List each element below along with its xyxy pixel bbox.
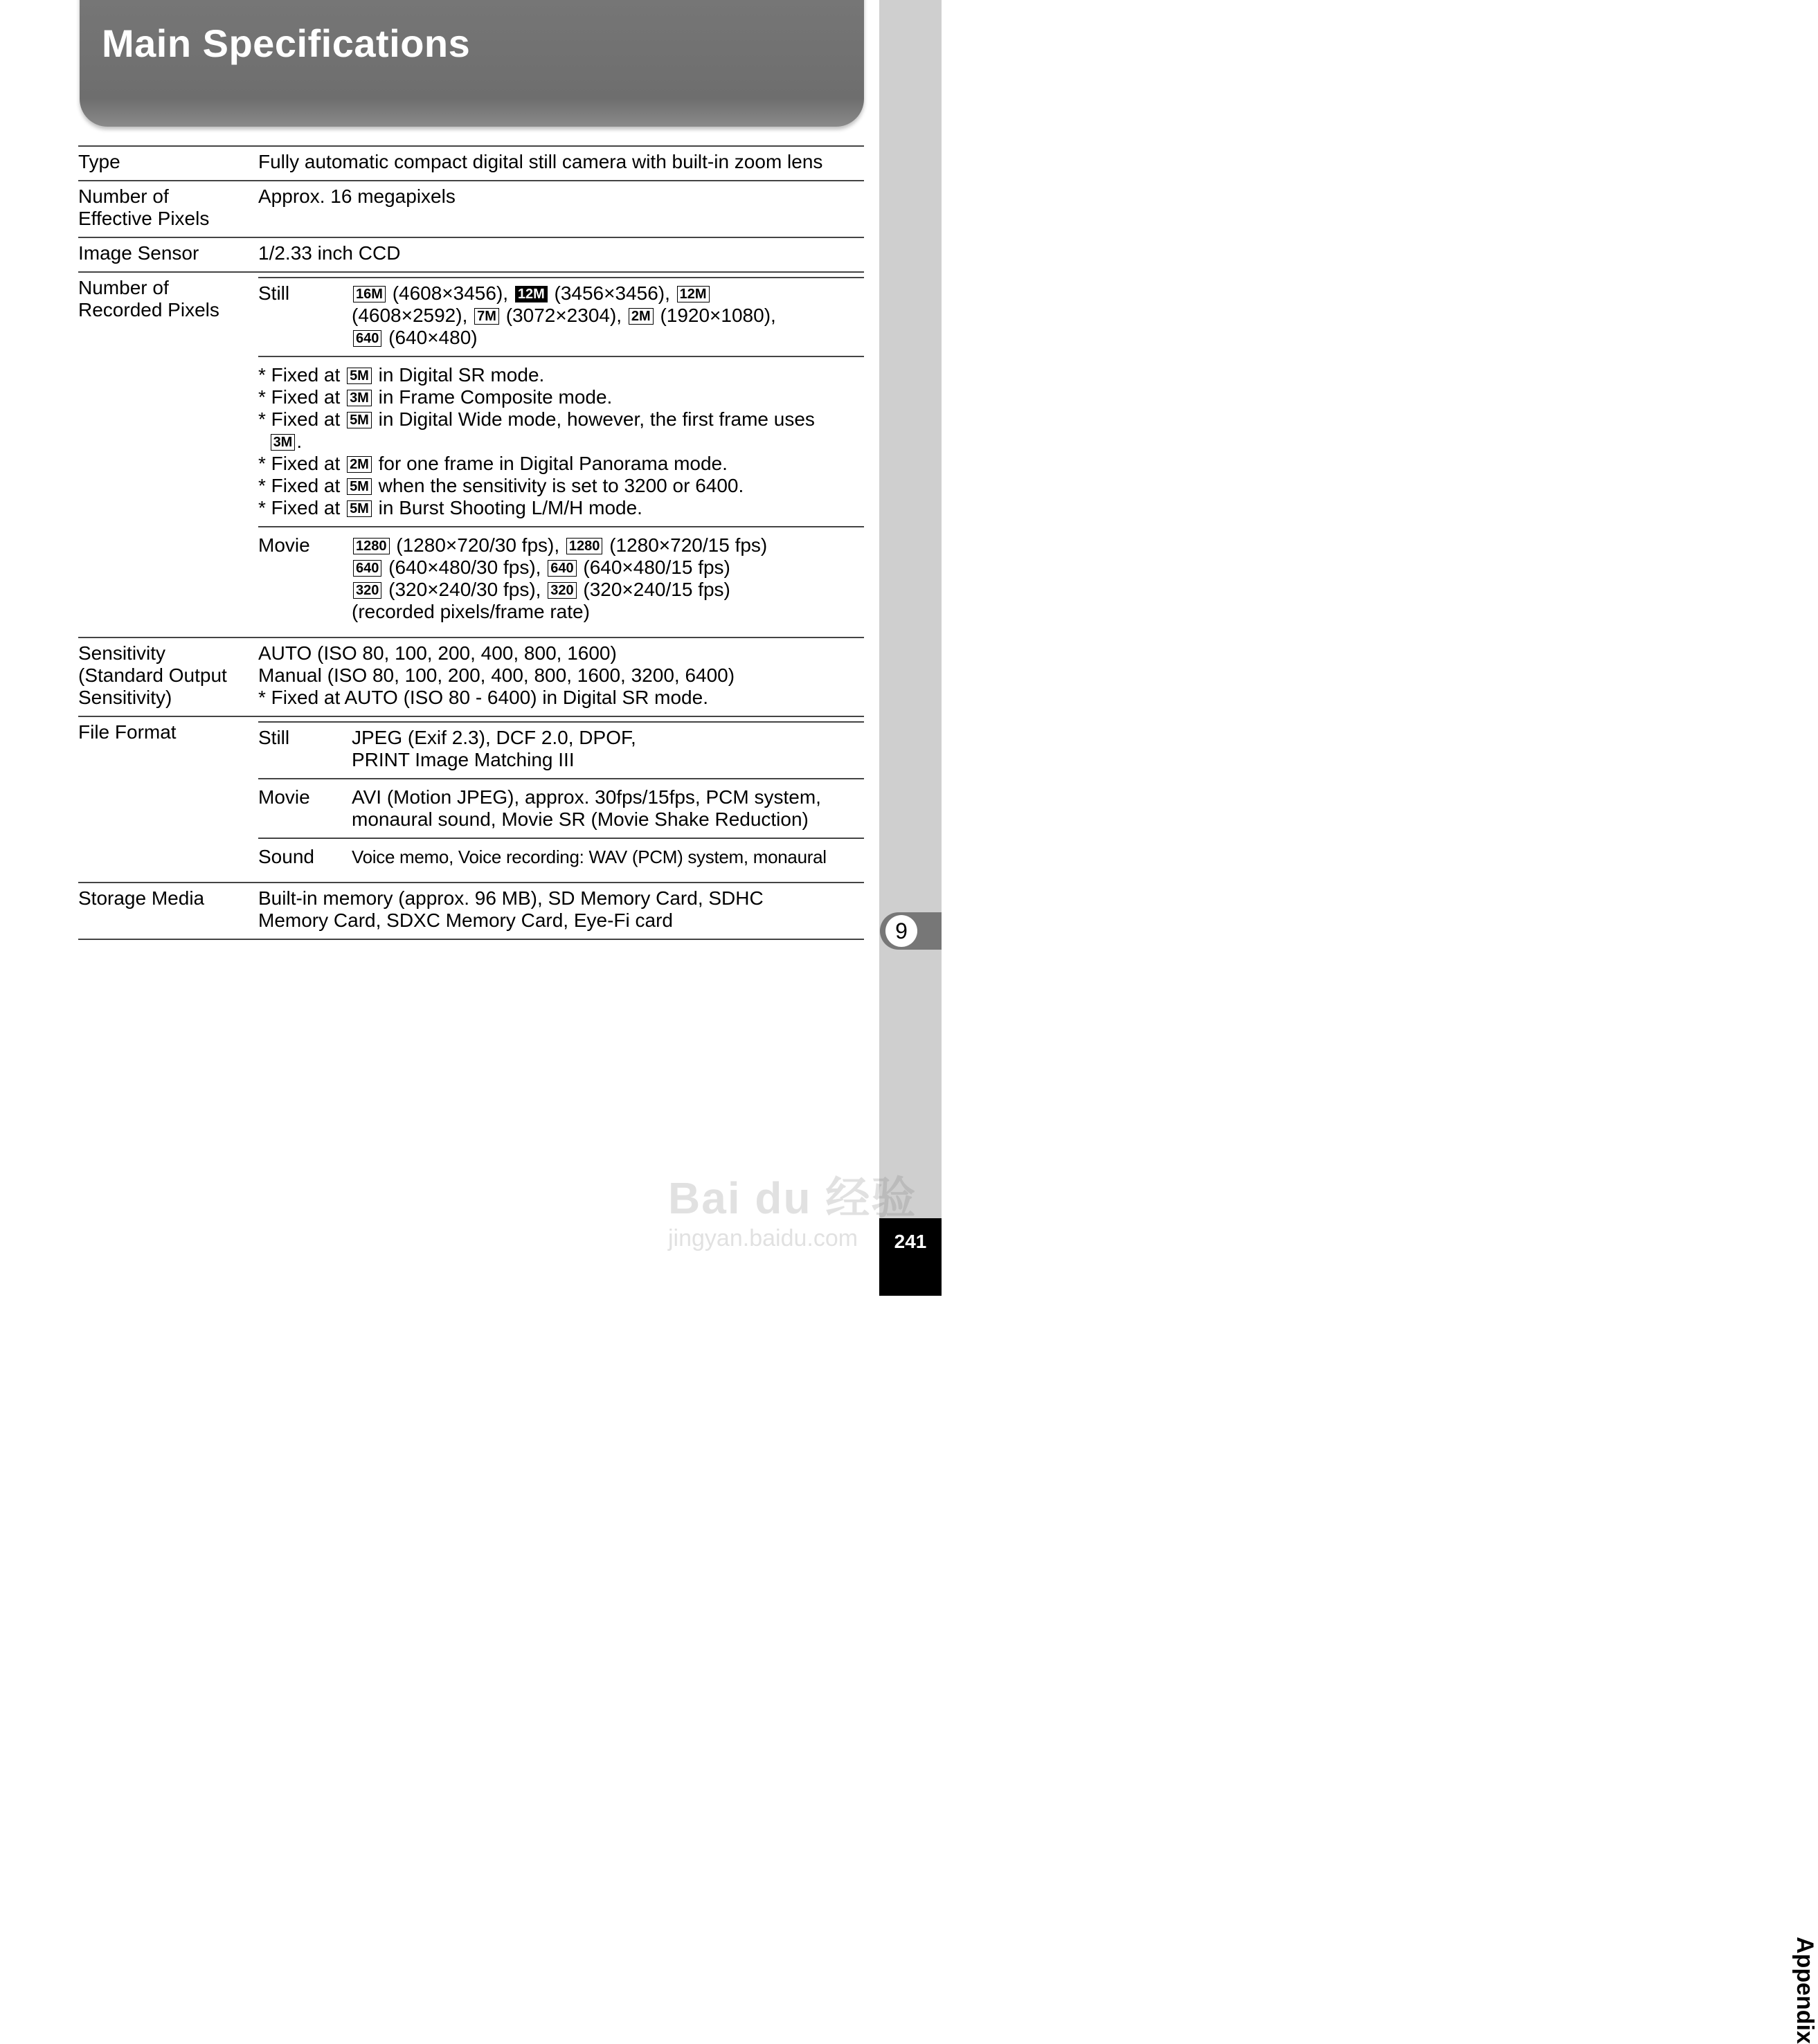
label-sensor: Image Sensor	[78, 242, 199, 264]
value-type: Fully automatic compact digital still camera with built-in zoom lens	[258, 151, 823, 172]
sensitivity-line: * Fixed at AUTO (ISO 80 - 6400) in Digital SR mode.	[258, 687, 708, 708]
size-icon: 2M	[347, 456, 372, 473]
note-line: * Fixed at 5M in Burst Shooting L/M/H mode.	[258, 497, 642, 518]
row-type	[78, 146, 864, 181]
sensitivity-line: AUTO (ISO 80, 100, 200, 400, 800, 1600)	[258, 642, 617, 664]
label-sensitivity-3: Sensitivity)	[78, 687, 172, 708]
value-pixels: Approx. 16 megapixels	[258, 186, 456, 207]
size-icon: 2M	[629, 308, 654, 325]
movie-size-icon: 320	[548, 582, 576, 599]
row-sensitivity	[78, 637, 864, 716]
label-type: Type	[78, 151, 120, 172]
label-pixels-1: Number of	[78, 186, 169, 207]
note-line: * Fixed at 2M for one frame in Digital Panorama mode.	[258, 453, 728, 474]
note-line: * Fixed at 5M in Digital Wide mode, however, the first frame uses	[258, 408, 815, 430]
page-title: Main Specifications	[102, 21, 471, 65]
label-storage: Storage Media	[78, 887, 205, 909]
spec-table	[78, 145, 864, 940]
size-icon: 5M	[347, 368, 372, 384]
note-line: * Fixed at 5M in Digital SR mode.	[258, 364, 545, 386]
watermark: Bai du 经验	[668, 1173, 917, 1223]
movie-label: Movie	[258, 534, 310, 556]
size-icon: 640	[353, 330, 381, 347]
size-icon: 3M	[271, 434, 296, 451]
watermark-url: jingyan.baidu.com	[668, 1225, 858, 1251]
movie-size-icon: 640	[548, 560, 576, 577]
still-label: Still	[258, 282, 290, 304]
note-line: * Fixed at 5M when the sensitivity is set to 3200 or 6400.	[258, 475, 744, 496]
row-effective-pixels	[78, 181, 864, 237]
chapter-label: Appendix	[1792, 1937, 1818, 2044]
label-pixels-2: Effective Pixels	[78, 208, 210, 229]
value-sensor: 1/2.33 inch CCD	[258, 242, 401, 264]
storage-line: Memory Card, SDXC Memory Card, Eye-Fi card	[258, 910, 674, 931]
label-recorded-2: Recorded Pixels	[78, 299, 219, 320]
size-icon: 12M	[515, 286, 548, 302]
storage-line: Built-in memory (approx. 96 MB), SD Memory Card, SDHC	[258, 887, 764, 909]
ff-still-label: Still	[258, 727, 290, 748]
size-icon: 3M	[347, 390, 372, 406]
movie-size-icon: 1280	[566, 538, 603, 554]
row-storage-media	[78, 883, 864, 939]
size-icon: 7M	[474, 308, 499, 325]
row-recorded-pixels	[78, 272, 864, 637]
label-file-format: File Format	[78, 721, 177, 743]
still-notes	[258, 356, 864, 527]
still-sizes: 16M (4608×3456), 12M (3456×3456), 12M (4608×2592), 7M (3072×2304), 2M (1920×1080), 640 (640×480)	[352, 282, 776, 348]
ff-still-line: PRINT Image Matching III	[352, 749, 575, 770]
ff-sound-line: Voice memo, Voice recording: WAV (PCM) system, monaural	[352, 847, 827, 867]
page-number: 241	[879, 1218, 942, 1296]
ff-still-line: JPEG (Exif 2.3), DCF 2.0, DPOF,	[352, 727, 636, 748]
sidebar-strip	[879, 0, 942, 1296]
label-sensitivity-2: (Standard Output	[78, 664, 227, 686]
label-sensitivity-1: Sensitivity	[78, 642, 166, 664]
size-icon: 5M	[347, 500, 372, 517]
movie-size-icon: 320	[353, 582, 381, 599]
chapter-number: 9	[885, 915, 917, 947]
label-recorded-1: Number of	[78, 277, 169, 298]
movie-note: (recorded pixels/frame rate)	[352, 601, 590, 622]
ff-movie-line: AVI (Motion JPEG), approx. 30fps/15fps, PCM system,	[352, 786, 821, 808]
movie-sizes: 1280 (1280×720/30 fps), 1280 (1280×720/15 fps) 640 (640×480/30 fps), 640 (640×480/15 fps) 320 (320×240/30 fps), 320 (320×240/15 fps) (recorded pixels/frame rate)	[352, 534, 768, 622]
ff-movie-line: monaural sound, Movie SR (Movie Shake Reduction)	[352, 808, 809, 830]
movie-size-icon: 1280	[353, 538, 390, 554]
note-line: * Fixed at 3M in Frame Composite mode.	[258, 386, 613, 408]
note-line: 3M .	[258, 431, 864, 453]
ff-sound-label: Sound	[258, 846, 314, 867]
size-icon: 5M	[347, 412, 372, 428]
ff-movie-label: Movie	[258, 786, 310, 808]
size-icon: 5M	[347, 478, 372, 495]
movie-size-icon: 640	[353, 560, 381, 577]
sensitivity-line: Manual (ISO 80, 100, 200, 400, 800, 1600, 3200, 6400)	[258, 664, 735, 686]
row-image-sensor	[78, 237, 864, 272]
row-file-format	[78, 716, 864, 883]
size-icon: 12M	[677, 286, 710, 302]
size-icon: 16M	[353, 286, 386, 302]
